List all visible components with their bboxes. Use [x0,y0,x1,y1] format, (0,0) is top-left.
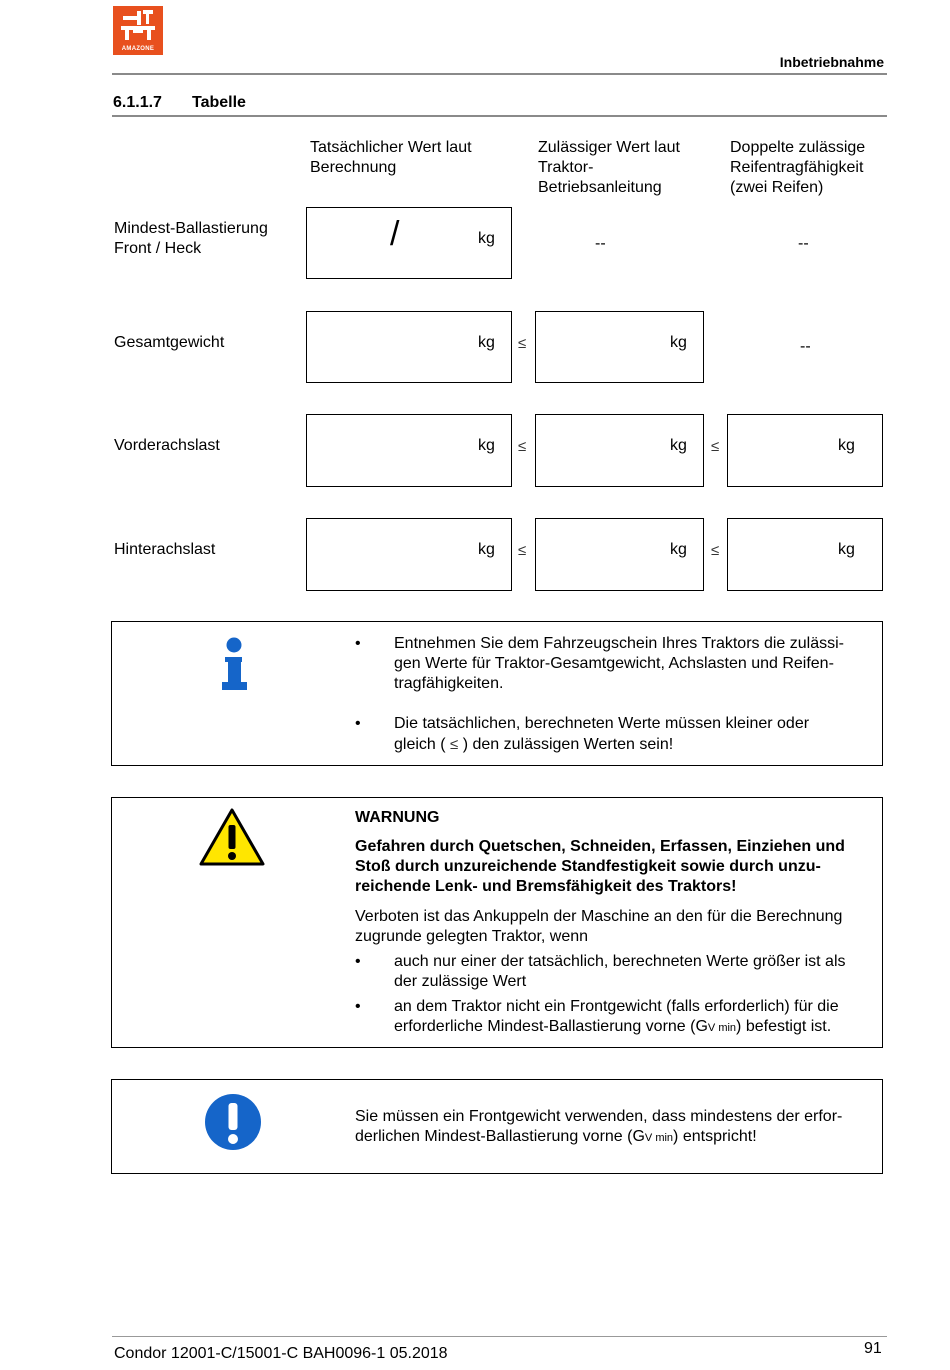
notice-segment: derlichen Mindest-Ballastierung vorne (G [355,1128,645,1145]
column-header-line: Reifentragfähigkeit [730,159,864,176]
heading-title: Tabelle [192,94,246,111]
total-permissible-unit: kg [670,334,687,351]
warning-line: zugrunde gelegten Traktor, wenn [355,928,589,945]
info-bullet-2 [394,714,879,755]
info-text: gleich ( [394,736,451,753]
column-header-line: (zwei Reifen) [730,179,824,196]
info-line [394,735,879,755]
warning-bullet-2 [394,997,879,1038]
subscript: V min [707,1022,737,1034]
info-bullet: • [355,635,361,652]
info-line: Die tatsächlichen, berechneten Werte müssen kleiner oder [394,715,810,732]
front-tyre-unit: kg [838,437,855,454]
warning-line: Verboten ist das Ankuppeln der Maschine an den für die Berechnung [355,908,843,925]
subscript: V min [644,1132,674,1144]
column-header-line: Traktor- [538,159,594,176]
footer-divider [112,1336,887,1337]
ballast-permissible-dash: -- [595,235,606,252]
warning-intro [355,907,880,947]
leq-sign: ≤ [711,542,720,559]
warning-title: WARNUNG [355,809,440,826]
warning-hazard-text [355,837,880,897]
front-tyre-box[interactable] [727,414,883,487]
page-number: 91 [864,1340,882,1357]
column-header-line: Tatsächlicher Wert laut [310,139,472,156]
info-bullet-1 [394,634,879,694]
warning-line: der zulässige Wert [394,973,527,990]
leq-sign: ≤ [518,438,527,455]
rear-tyre-unit: kg [838,541,855,558]
row-label-total-weight: Gesamtgewicht [114,334,225,351]
column-header-line: Zulässiger Wert laut [538,139,680,156]
front-actual-unit: kg [478,437,495,454]
row-label-line: Mindest-Ballastierung [114,220,268,237]
tractor-logo-icon [113,6,163,46]
notice-line [355,1127,880,1148]
notice-segment: ) entspricht! [673,1128,757,1145]
column-header-line: Betriebsanleitung [538,179,662,196]
leq-sign: ≤ [518,542,527,559]
ballast-tyre-dash: -- [798,235,809,252]
info-line: Entnehmen Sie dem Fahrzeugschein Ihres Traktors die zulässi- [394,635,844,652]
header-divider [112,73,887,75]
info-bullet: • [355,715,361,732]
total-tyre-dash: -- [800,338,811,355]
section-title: Inbetriebnahme [779,54,884,70]
warning-text: ) befestigt ist. [736,1018,832,1035]
leq-sign: ≤ [518,335,527,352]
row-label-rear-axle: Hinterachslast [114,541,216,558]
column-header-tyre-capacity [730,138,865,198]
column-header-line: Berechnung [310,159,397,176]
heading-number: 6.1.1.7 [113,94,162,111]
warning-bullet: • [355,953,361,970]
total-actual-unit: kg [478,334,495,351]
ballast-unit: kg [478,230,495,247]
exclamation-circle-icon [204,1093,262,1156]
warning-line: Stoß durch unzureichende Standfestigkeit sowie durch unzu- [355,858,821,875]
leq-sign: ≤ [450,736,459,753]
logo-text: AMAZONE [121,46,155,52]
amazone-logo [113,6,163,55]
warning-line: Gefahren durch Quetschen, Schneiden, Erfassen, Einziehen und [355,838,845,855]
warning-bullet-1 [394,952,879,992]
footer-text: Condor 12001-C/15001-C BAH0096-1 05.2018 [114,1345,448,1362]
rear-tyre-box[interactable] [727,518,883,591]
row-label-ballast [114,219,268,259]
row-label-front-axle: Vorderachslast [114,437,220,454]
column-header-line: Doppelte zulässige [730,139,866,156]
warning-text: erforderliche Mindest-Ballastierung vorne (G [394,1018,708,1035]
warning-bullet: • [355,998,361,1015]
warning-line: auch nur einer der tatsächlich, berechneten Werte größer ist als [394,953,846,970]
rear-permissible-unit: kg [670,541,687,558]
column-header-permissible [538,138,680,198]
front-permissible-unit: kg [670,437,687,454]
notice-line: Sie müssen ein Frontgewicht verwenden, dass mindestens der erfor- [355,1108,843,1125]
rear-actual-unit: kg [478,541,495,558]
warning-line [394,1017,879,1038]
ballast-slash: / [390,215,400,253]
column-header-actual [310,138,472,178]
heading-divider [112,115,887,117]
info-line: gen Werte für Traktor-Gesamtgewicht, Achslasten und Reifen- [394,655,834,672]
info-line: tragfähigkeiten. [394,675,504,692]
leq-sign: ≤ [711,438,720,455]
notice-text [355,1107,880,1148]
info-text: ) den zulässigen Werten sein! [458,736,674,753]
warning-line: an dem Traktor nicht ein Frontgewicht (falls erforderlich) für die [394,998,839,1015]
warning-triangle-icon [198,807,266,872]
row-label-line: Front / Heck [114,240,202,257]
info-icon [219,637,249,696]
warning-line: reichende Lenk- und Bremsfähigkeit des Traktors! [355,878,737,895]
